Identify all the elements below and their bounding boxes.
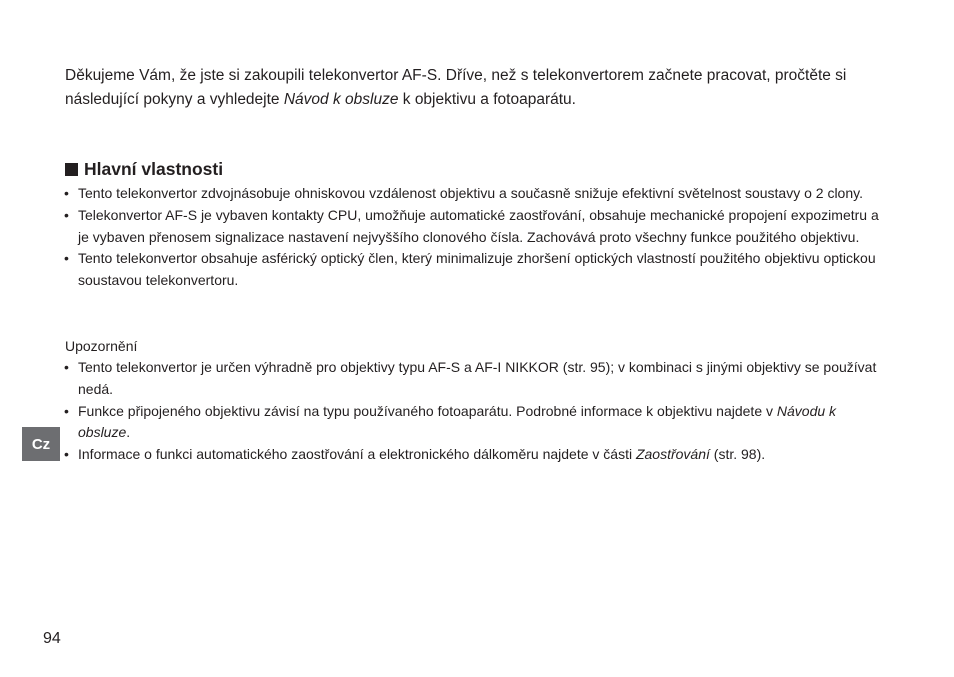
caution-emphasis: Návodu k obsluze [78, 402, 837, 441]
caution-item [62, 401, 892, 445]
features-list [62, 183, 892, 292]
section-title: Hlavní vlastnosti [84, 159, 224, 179]
feature-item [62, 183, 892, 205]
bullet-icon: • [64, 446, 69, 463]
square-bullet-icon [65, 163, 78, 176]
bullet-icon: • [64, 250, 69, 267]
feature-text: Telekonvertor AF-S je vybaven kontakty CPU, umožňuje automatické zaostřování, obsahuje mechanické propojení expozimetru a je vybaven přenosem signalizace nastavení nejvyššího clonového čísla. Zachovává proto všechny funkce použitého objektivu. [78, 206, 879, 245]
intro-text-1: Děkujeme Vám, že jste si zakoupili telekonvertor AF-S. Dříve, než s telekonvertorem začnete pracovat, pročtěte si následující pokyny a vyhledejte [65, 67, 847, 108]
caution-item [62, 444, 892, 466]
language-tab: Cz [22, 427, 60, 461]
caution-text-part: Funkce připojeného objektivu závisí na typu používaného fotoaparátu. Podrobné informace k objektivu najdete v [78, 402, 777, 419]
bullet-icon: • [64, 402, 69, 419]
feature-text: Tento telekonvertor zdvojnásobuje ohniskovou vzdálenost objektivu a současně snižuje efektivní světelnost soustavy o 2 clony. [78, 185, 863, 201]
caution-item [62, 357, 892, 401]
caution-text-part: Informace o funkci automatického zaostřování a elektronického dálkoměru najdete v části [78, 446, 636, 463]
bullet-icon: • [64, 206, 69, 223]
features-block [62, 183, 892, 292]
feature-item [62, 205, 892, 249]
feature-item [62, 248, 892, 292]
page-number: 94 [43, 630, 61, 647]
bullet-icon: • [64, 359, 69, 375]
bullet-icon: • [64, 185, 69, 201]
caution-label-block [62, 336, 892, 358]
intro-paragraph [65, 64, 895, 112]
caution-emphasis: Zaostřování [635, 446, 710, 463]
caution-text: Tento telekonvertor je určen výhradně pro objektivy typu AF-S a AF-I NIKKOR (str. 95); v kombinaci s jinými objektivy se používat nedá. [78, 359, 877, 397]
section-heading [65, 157, 223, 181]
cautions-block [62, 357, 892, 466]
intro-text-2: k objektivu a fotoaparátu. [398, 91, 576, 108]
caution-text-part: (str. 98). [709, 446, 766, 463]
caution-text-part: . [126, 424, 131, 441]
feature-text: Tento telekonvertor obsahuje asférický optický člen, který minimalizuje zhoršení optických vlastností použitého objektivu optickou soustavou telekonvertoru. [78, 250, 876, 289]
cautions-list [62, 357, 892, 466]
intro-emphasis: Návod k obsluze [283, 91, 399, 108]
caution-label: Upozornění [65, 338, 138, 354]
